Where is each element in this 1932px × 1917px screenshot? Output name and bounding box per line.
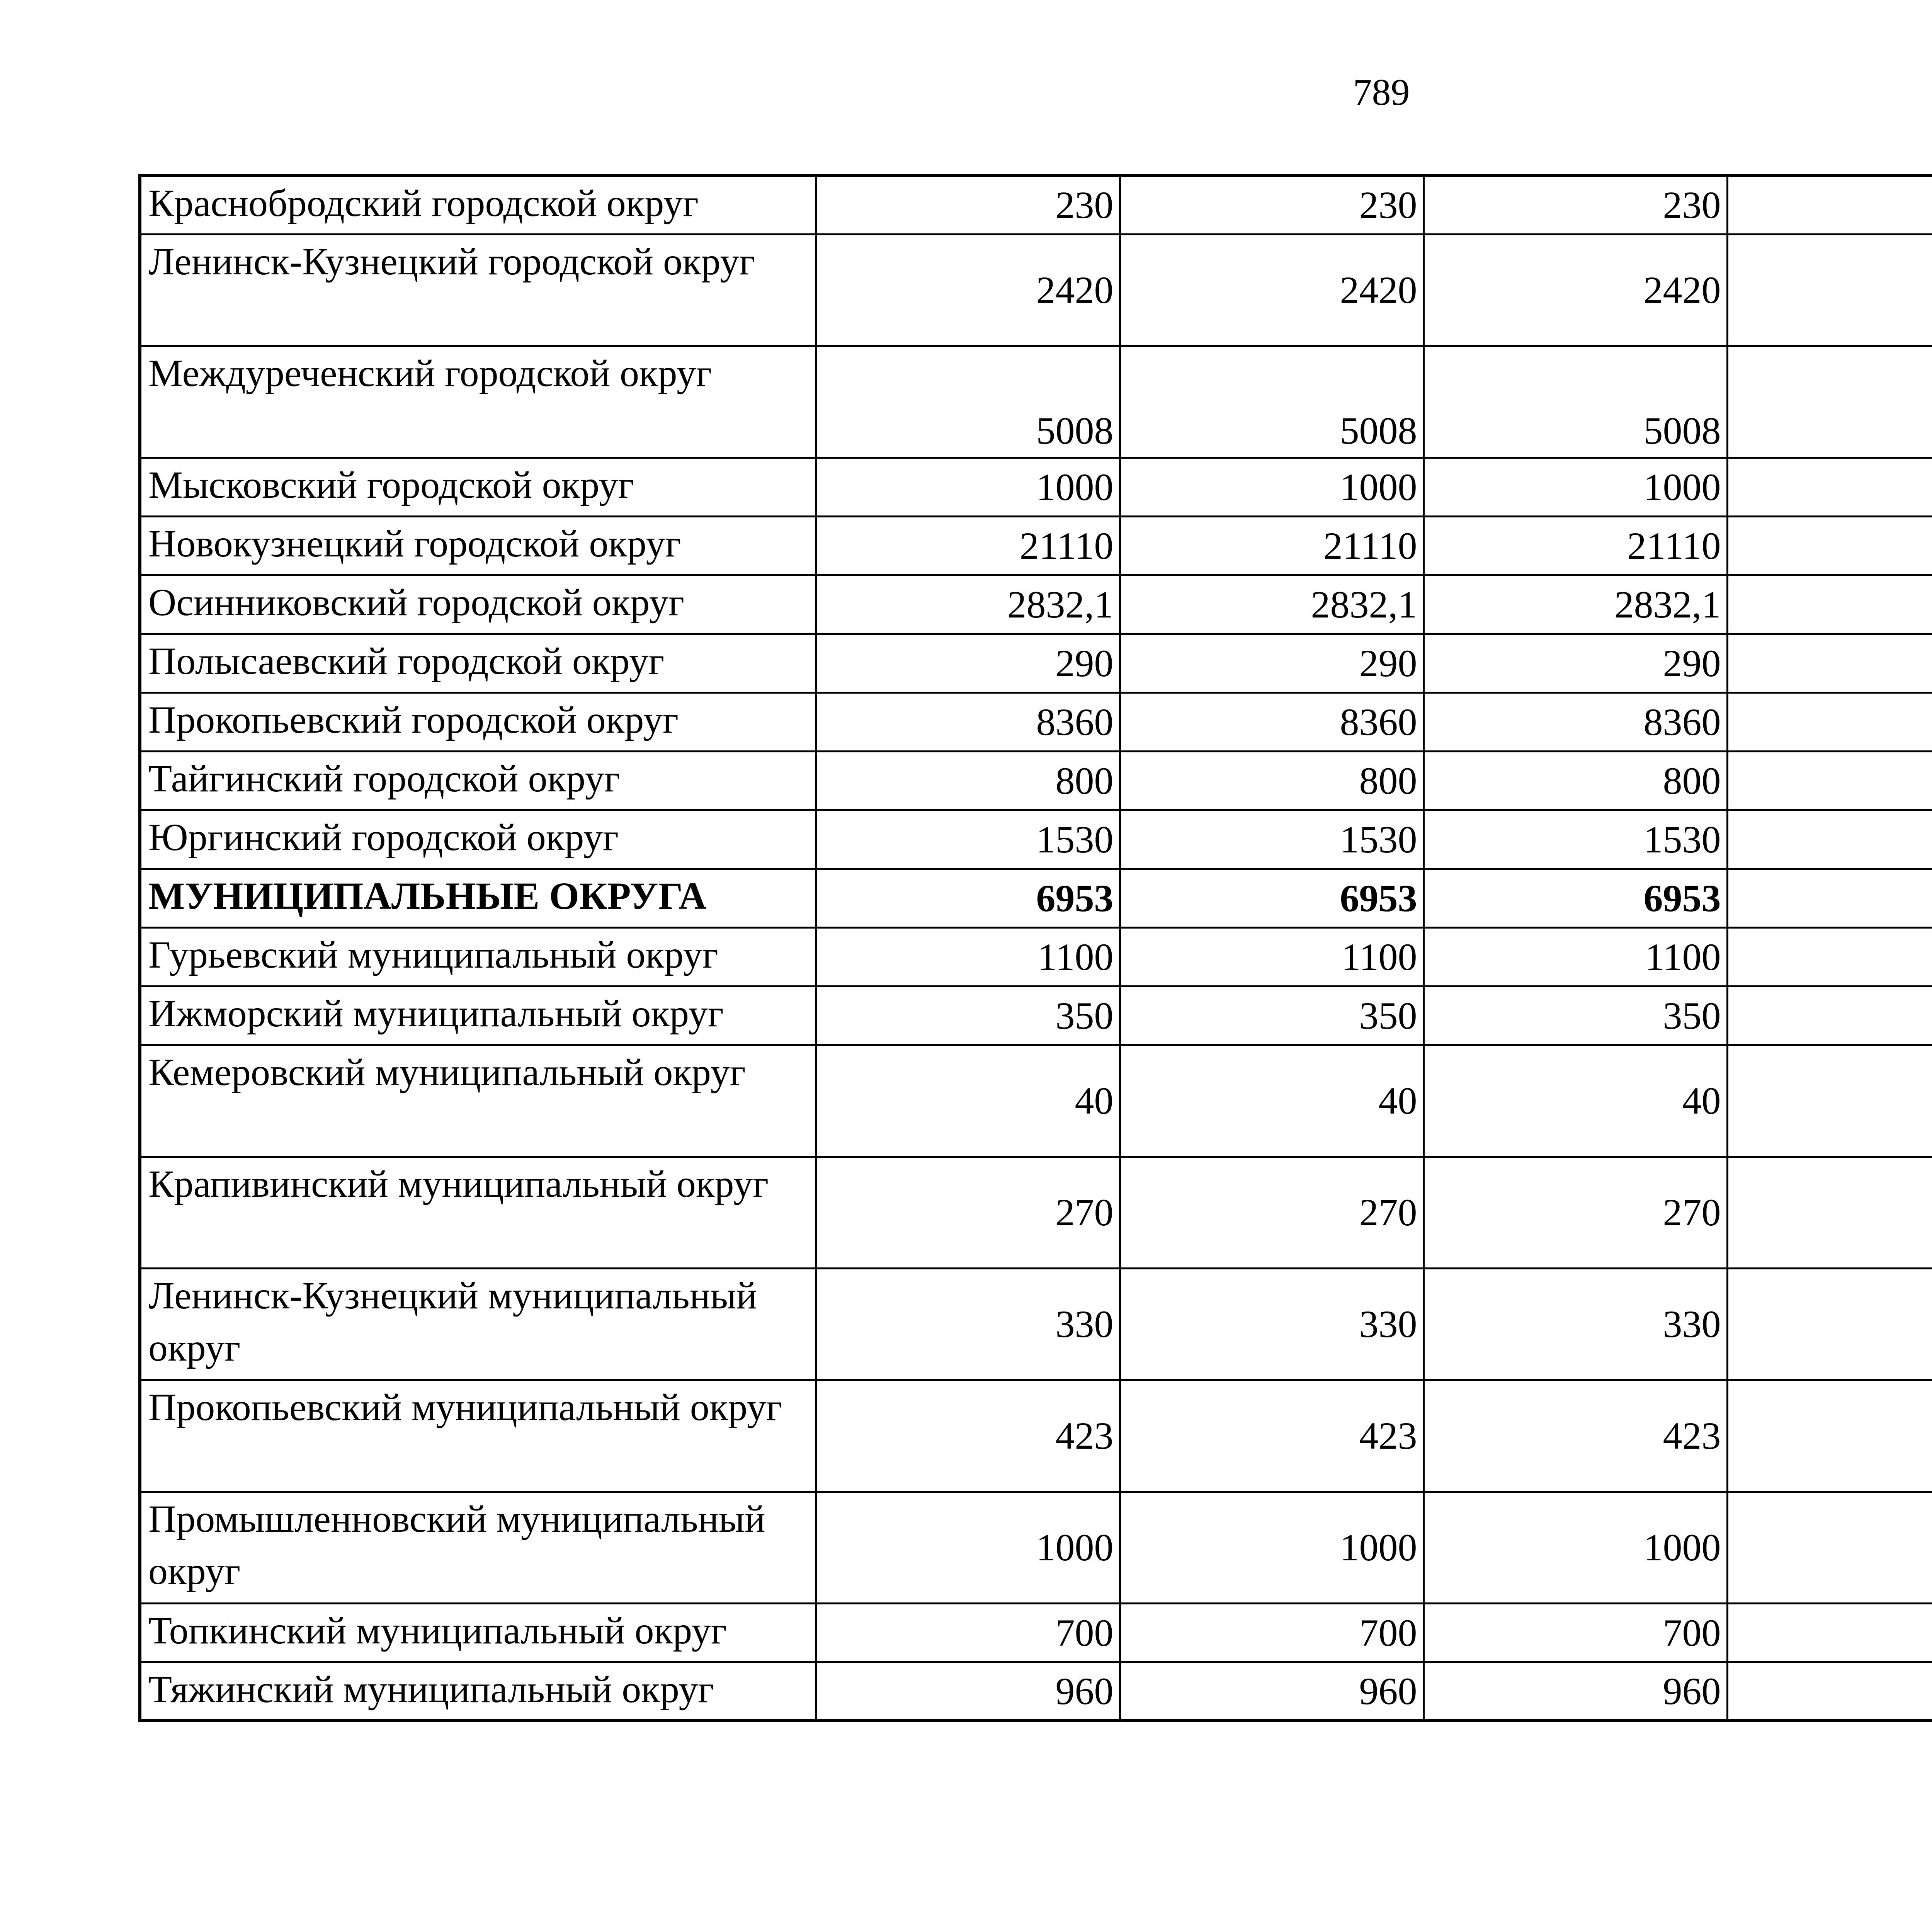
budget-table (138, 174, 1932, 1722)
row-name: Промышленновский муниципальный округ (140, 1492, 816, 1603)
table-row (140, 634, 1932, 692)
row-value-3: 2832,1 (1423, 575, 1727, 634)
row-value-2: 40 (1120, 1045, 1423, 1157)
row-name: Полысаевский городской округ (140, 634, 816, 692)
section-header-row (140, 869, 1932, 927)
row-value-1: 1530 (816, 810, 1120, 869)
row-value-3: 330 (1423, 1268, 1727, 1380)
row-value-1: 2832,1 (816, 575, 1120, 634)
row-name: Тяжинский муниципальный округ (140, 1662, 816, 1721)
row-value-3: 700 (1423, 1603, 1727, 1662)
row-value-2: 1000 (1120, 458, 1423, 516)
table-row (140, 575, 1932, 634)
row-value-2: 800 (1120, 751, 1423, 810)
row-name: Ижморский муниципальный округ (140, 986, 816, 1045)
row-value-3: 1000 (1423, 1492, 1727, 1603)
row-value-1: 6953 (816, 869, 1120, 927)
row-name: Ленинск-Кузнецкий городской округ (140, 234, 816, 346)
row-value-2: 350 (1120, 986, 1423, 1045)
table-row (140, 1157, 1932, 1268)
table-row (140, 1492, 1932, 1603)
row-value-3: 6953 (1423, 869, 1727, 927)
row-value-3: 230 (1423, 175, 1727, 234)
row-value-4 (1727, 1268, 1932, 1380)
row-value-1: 2420 (816, 234, 1120, 346)
row-name: Крапивинский муниципальный округ (140, 1157, 816, 1268)
row-value-3: 350 (1423, 986, 1727, 1045)
row-value-3: 960 (1423, 1662, 1727, 1721)
section-title: МУНИЦИПАЛЬНЫЕ ОКРУГА (140, 869, 816, 927)
row-value-2: 1530 (1120, 810, 1423, 869)
table-row (140, 175, 1932, 234)
row-value-3: 290 (1423, 634, 1727, 692)
table-row (140, 234, 1932, 346)
row-value-1: 1000 (816, 1492, 1120, 1603)
row-value-3: 8360 (1423, 692, 1727, 751)
table-row (140, 1045, 1932, 1157)
row-value-1: 8360 (816, 692, 1120, 751)
row-name: Тайгинский городской округ (140, 751, 816, 810)
row-name: Прокопьевский муниципальный округ (140, 1380, 816, 1492)
row-value-2: 21110 (1120, 516, 1423, 575)
row-value-2: 1100 (1120, 927, 1423, 986)
table-row (140, 692, 1932, 751)
row-name: Новокузнецкий городской округ (140, 516, 816, 575)
row-value-3: 2420 (1423, 234, 1727, 346)
row-value-4 (1727, 1492, 1932, 1603)
row-value-2: 6953 (1120, 869, 1423, 927)
row-value-3: 40 (1423, 1045, 1727, 1157)
row-value-3: 1530 (1423, 810, 1727, 869)
table-row (140, 986, 1932, 1045)
row-name: Прокопьевский городской округ (140, 692, 816, 751)
row-value-1: 423 (816, 1380, 1120, 1492)
row-value-3: 423 (1423, 1380, 1727, 1492)
row-value-1: 270 (816, 1157, 1120, 1268)
row-value-1: 21110 (816, 516, 1120, 575)
table-row (140, 1662, 1932, 1721)
row-value-3: 21110 (1423, 516, 1727, 575)
row-value-2: 2420 (1120, 234, 1423, 346)
row-value-4 (1727, 692, 1932, 751)
table-row (140, 927, 1932, 986)
row-value-4 (1727, 175, 1932, 234)
row-value-2: 290 (1120, 634, 1423, 692)
row-value-4 (1727, 986, 1932, 1045)
row-value-1: 700 (816, 1603, 1120, 1662)
row-value-4 (1727, 810, 1932, 869)
table-row (140, 1380, 1932, 1492)
table-row (140, 810, 1932, 869)
row-value-3: 1000 (1423, 458, 1727, 516)
row-value-1: 800 (816, 751, 1120, 810)
row-name: Мысковский городской округ (140, 458, 816, 516)
row-value-2: 1000 (1120, 1492, 1423, 1603)
table-row (140, 458, 1932, 516)
row-name: Гурьевский муниципальный округ (140, 927, 816, 986)
row-name: Юргинский городской округ (140, 810, 816, 869)
row-value-4 (1727, 1662, 1932, 1721)
row-name: Осинниковский городской округ (140, 575, 816, 634)
row-value-4 (1727, 1380, 1932, 1492)
row-value-1: 330 (816, 1268, 1120, 1380)
row-name: Кемеровский муниципальный округ (140, 1045, 816, 1157)
row-name: Ленинск-Кузнецкий муниципальный округ (140, 1268, 816, 1380)
row-value-2: 5008 (1120, 346, 1423, 458)
row-value-4 (1727, 634, 1932, 692)
table-row (140, 751, 1932, 810)
row-name: Междуреченский городской округ (140, 346, 816, 458)
row-value-4 (1727, 927, 1932, 986)
table-row (140, 1603, 1932, 1662)
row-value-1: 350 (816, 986, 1120, 1045)
row-value-2: 700 (1120, 1603, 1423, 1662)
row-name: Краснобродский городской округ (140, 175, 816, 234)
row-value-4 (1727, 1157, 1932, 1268)
row-value-4 (1727, 869, 1932, 927)
row-value-2: 423 (1120, 1380, 1423, 1492)
row-value-3: 5008 (1423, 346, 1727, 458)
row-value-1: 5008 (816, 346, 1120, 458)
row-value-4 (1727, 234, 1932, 346)
row-value-2: 8360 (1120, 692, 1423, 751)
row-value-3: 270 (1423, 1157, 1727, 1268)
row-value-4 (1727, 1603, 1932, 1662)
table-row (140, 1268, 1932, 1380)
row-value-1: 960 (816, 1662, 1120, 1721)
row-value-1: 290 (816, 634, 1120, 692)
table-row (140, 346, 1932, 458)
row-value-4 (1727, 458, 1932, 516)
row-value-1: 1000 (816, 458, 1120, 516)
row-value-4 (1727, 1045, 1932, 1157)
row-name: Топкинский муниципальный округ (140, 1603, 816, 1662)
row-value-4 (1727, 346, 1932, 458)
row-value-3: 1100 (1423, 927, 1727, 986)
page-number: 789 (1353, 71, 1410, 113)
row-value-4 (1727, 516, 1932, 575)
row-value-4 (1727, 575, 1932, 634)
table-row (140, 516, 1932, 575)
row-value-2: 270 (1120, 1157, 1423, 1268)
row-value-1: 40 (816, 1045, 1120, 1157)
row-value-2: 2832,1 (1120, 575, 1423, 634)
row-value-2: 230 (1120, 175, 1423, 234)
row-value-1: 1100 (816, 927, 1120, 986)
row-value-3: 800 (1423, 751, 1727, 810)
row-value-1: 230 (816, 175, 1120, 234)
row-value-2: 330 (1120, 1268, 1423, 1380)
row-value-2: 960 (1120, 1662, 1423, 1721)
row-value-4 (1727, 751, 1932, 810)
